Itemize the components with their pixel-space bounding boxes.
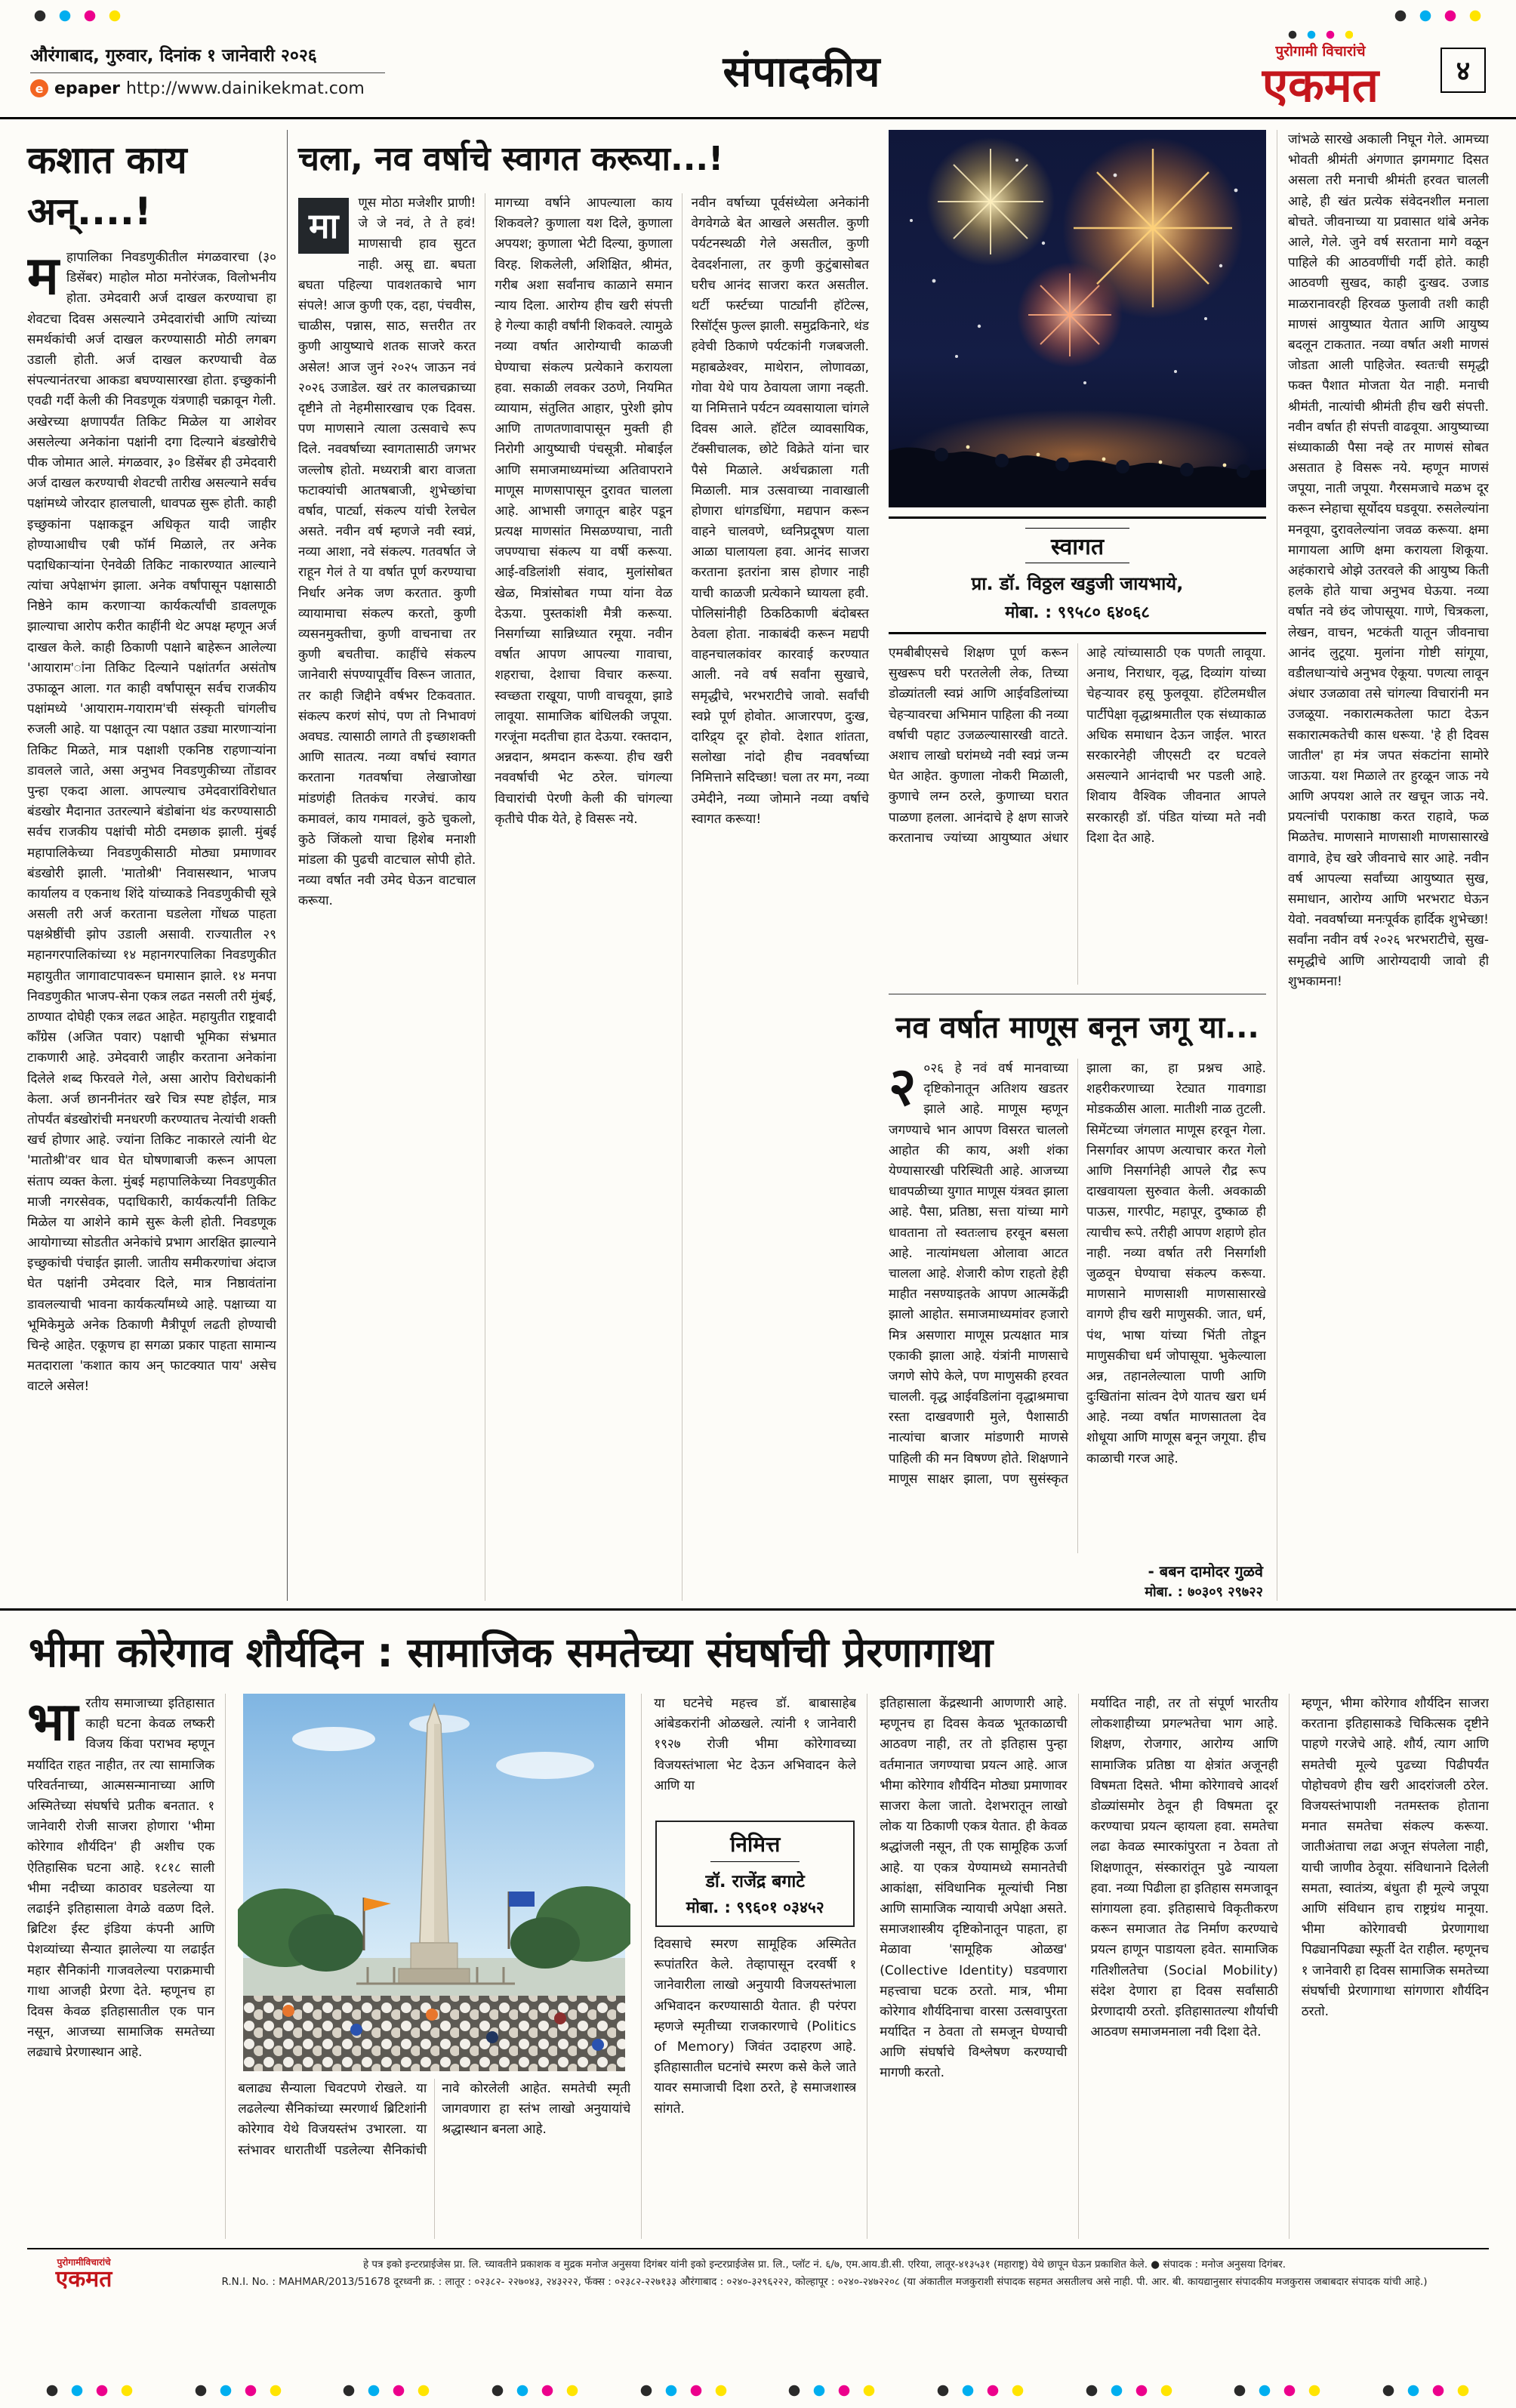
- article2-col5-text: जांभळे सारखे अकाली निघून गेले. आमच्या भोवती श्रीमंती अंगणात झगमगाट दिसत असला तरी मनाची श्रीमंती हरवत चालली आहे, ही खंत प्रत्येक संवेदनशील मनाला बोचते. जीवनाच्या या प्रवासात थांबे अनेक आले, गेले. जुने वर्ष सरताना मागे वळून पाहिले की आठवणींची गर्दी होते. काही आठवणी सुखद, काही दुःखद. उजाड माळरानावरही हिरवळ फुलावी तशी काही माणसं आयुष्यात येतात आणि आयुष्य बदलून टाकतात. नव्या वर्षात अशी माणसं जोडता आली पाहिजेत. स्वतःची समृद्धी फक्त पैशात मोजता येत नाही. मनाची श्रीमंती, नात्यांची श्रीमंती हीच खरी संपत्ती. नवीन वर्षात ही संपत्ती वाढवूया. आयुष्याच्या संध्याकाळी पैसा नव्हे तर माणसं सोबत असतात हे विसरू नये. म्हणून माणसं जपूया, नाती जपूया. गैरसमजाचे मळभ दूर करून स्नेहाचा सूर्योदय घडवूया. रुसलेल्यांना मनवूया, दुरावलेल्यांना जवळ करूया. क्षमा मागायला आणि क्षमा करायला शिकूया. अहंकाराचे ओझे उतरवले की आयुष्य किती हलके होते याचा अनुभव घेऊया. नव्या वर्षात नवे छंद जोपासूया. गाणे, चित्रकला, लेखन, वाचन, भटकंती यातून जीवनाचा आनंद लुटूया. मुलांना गोष्टी सांगूया, वडीलधाऱ्यांचे अनुभव ऐकूया. पणत्या लावून अंधार उजळावा तसे चांगल्या विचारांनी मन उजळूया. नकारात्मकतेला फाटा देऊन सकारात्मकतेची कास धरूया. 'हे ही दिवस जातील' हा मंत्र जपत संकटांना सामोरे जाऊया. यश मिळाले तर हुरळून जाऊ नये आणि अपयश आले तर खचून जाऊ नये. प्रयत्नांची पराकाष्ठा करत राहावे, फळ मिळतेच. माणसाने माणसाशी माणसासारखे वागावे, हेच खरे जीवनाचे सार आहे. नवीन वर्ष आपल्या सर्वांच्या आयुष्यात सुख, समाधान, आरोग्य आणि भरभराट घेऊन येवो. नववर्षाच्या मनःपूर्वक हार्दिक शुभेच्छा! सर्वांना नवीन वर्ष २०२६ भरभराटीचे, सुख-समृद्धीचे आणि आरोग्यदायी जावो ही शुभकामना!: [1288, 132, 1489, 989]
- article4-col7-text: म्हणून, भीमा कोरेगाव शौर्यदिन साजरा करताना इतिहासाकडे चिकित्सक दृष्टीने पाहणे गरजेचे आहे. शौर्य, त्याग आणि समतेची मूल्ये पुढच्या पिढीपर्यंत पोहोचवणे हीच खरी आदरांजली ठरेल. विजयस्तंभापाशी नतमस्तक होताना मनात समतेचा संकल्प करूया. जातीअंताचा लढा अजून संपलेला नाही, याची जाणीव ठेवूया. संविधानाने दिलेली समता, स्वातंत्र्य, बंधुता ही मूल्ये जपूया आणि संविधान हाच राष्ट्रग्रंथ मानूया. भीमा कोरेगावची प्रेरणागाथा पिढ्यानपिढ्या स्फूर्ती देत राहील. म्हणूनच १ जानेवारी हा दिवस सामाजिक समतेच्या संघर्षाची प्रेरणागाथा सांगणारा शौर्यदिन ठरतो.: [1301, 1696, 1489, 2019]
- article2-col3-text: नवीन वर्षाच्या पूर्वसंध्येला अनेकांनी वेगवेगळे बेत आखले असतील. कुणी पर्यटनस्थळी गेले असतील, कुणी देवदर्शनाला, तर कुणी कुटुंबासोबत घरीच आनंद साजरा करत असतील. थर्टी फर्स्टच्या पार्ट्यांनी हॉटेल्स, रिसॉर्ट्स फुल्ल झाली. समुद्रकिनारे, थंड हवेची ठिकाणे पर्यटकांनी गजबजली. महाबळेश्वर, माथेरान, लोणावळा, गोवा येथे पाय ठेवायला जागा नव्हती. या निमित्ताने पर्यटन व्यवसायाला चांगले दिवस आले. हॉटेल व्यावसायिक, टॅक्सीचालक, छोटे विक्रेते यांना चार पैसे मिळाले. अर्थचक्राला गती मिळाली. मात्र उत्सवाच्या नावाखाली होणारा धांगडधिंगा, मद्यपान करून वाहने चालवणे, ध्वनिप्रदूषण याला आळा घालायला हवा. आनंद साजरा करताना इतरांना त्रास होणार नाही याची काळजी प्रत्येकाने घ्यायला हवी. पोलिसांनीही ठिकठिकाणी बंदोबस्त ठेवला होता. नाकाबंदी करून मद्यपी वाहनचालकांवर कारवाई करण्यात आली. नवे वर्ष सर्वांना सुखाचे, समृद्धीचे, भरभराटीचे जावो. सर्वांची स्वप्ने पूर्ण होवोत. आजारपण, दुःख, दारिद्र्य दूर होवो. देशात शांतता, सलोखा नांदो हीच नववर्षाच्या निमित्ताने सदिच्छा! चला तर मग, नव्या उमेदीने, नव्या जोमाने नव्या वर्षाचे स्वागत करूया!: [691, 196, 869, 827]
- registration-group: [491, 2384, 580, 2397]
- article1-dropcap: म: [27, 248, 59, 307]
- registration-color-bar: [0, 2384, 1516, 2397]
- article2-author-name: प्रा. डॉ. विठ्ठल खडुजी जायभाये,: [971, 573, 1184, 595]
- registration-group: [639, 2384, 729, 2397]
- article2-left-block: [298, 130, 878, 1601]
- article2-col2-text: मागच्या वर्षाने आपल्याला काय शिकवले? कुणाला यश दिले, कुणाला अपयश; कुणाला भेटी दिल्या, कुणाला विरह. शिकलेली, अशिक्षित, श्रीमंत, गरीब अशा सर्वांनाच काळाने समान न्याय दिला. आरोग्य हीच खरी संपत्ती हे गेल्या काही वर्षांनी शिकवले. त्यामुळे नव्या वर्षात आरोग्याची काळजी घेण्याचा संकल्प प्रत्येकाने करायला हवा. सकाळी लवकर उठणे, नियमित व्यायाम, संतुलित आहार, पुरेशी झोप आणि ताणतणावापासून मुक्ती ही निरोगी आयुष्याची पंचसूत्री. मोबाईल आणि समाजमाध्यमांच्या अतिवापराने माणूस माणसापासून दुरावत चालला आहे. आभासी जगातून बाहेर पडून प्रत्यक्ष माणसांत मिसळण्याचा, नाती जपण्याचा संकल्प या वर्षी करूया. आई-वडिलांशी संवाद, मुलांसोबत खेळ, मित्रांसोबत गप्पा यांना वेळ देऊया. पुस्तकांशी मैत्री करूया. निसर्गाच्या सान्निध्यात रमूया. नवीन वर्षात आपण आपल्या गावाचा, शहराचा, देशाचा विचार करूया. स्वच्छता राखूया, पाणी वाचवूया, झाडे लावूया. सामाजिक बांधिलकी जपूया. गरजूंना मदतीचा हात देऊया. रक्तदान, अन्नदान, श्रमदान करूया. हीच खरी नववर्षाची भेट ठरेल. चांगल्या विचारांची पेरणी केली की चांगल्या कृतीचे पीक येते, हे विसरू नये.: [495, 196, 673, 827]
- article3-body: [889, 1059, 1266, 1553]
- article4-body: [27, 1694, 1489, 2239]
- registration-group: [787, 2384, 877, 2397]
- article4-col4-bottom-text: दिवसाचे स्मरण सामूहिक अस्मितेत रूपांतरित केले. तेव्हापासून दरवर्षी १ जानेवारीला लाखो अनुयायी विजयस्तंभाला अभिवादन करण्यासाठी येतात. ही परंपरा म्हणजे स्मृतीच्या राजकारणाचे (Politics of Memory) जिवंत उदाहरण आहे. इतिहासातील घटनांचे स्मरण कसे केले जाते यावर समाजाची दिशा ठरते, हे समाजशास्त्र सांगते.: [654, 1937, 857, 2117]
- article2-middle-stack: [889, 130, 1266, 1601]
- victory-pillar-memorial-photo: [238, 1694, 630, 2071]
- article-editorial-kashat-kay: [27, 130, 288, 1601]
- article4-col1-text: रतीय समाजाच्या इतिहासात काही घटना केवळ लष्करी विजय किंवा पराभव म्हणून मर्यादित राहत नाहीत, तर त्या सामाजिक परिवर्तनाच्या, आत्मसन्मानाच्या आणि अस्मितेच्या संघर्षाचे प्रतीक बनतात. १ जानेवारी रोजी साजरा होणारा 'भीमा कोरेगाव शौर्यदिन' ही अशीच एक ऐतिहासिक घटना आहे. १८१८ साली भीमा नदीच्या काठावर घडलेल्या या लढाईने इतिहासाला वेगळे वळण दिले. ब्रिटिश ईस्ट इंडिया कंपनी आणि पेशव्यांच्या सैन्यात झालेल्या या लढाईत महार सैनिकांनी गाजवलेल्या पराक्रमाची गाथा आजही प्रेरणा देते. म्हणूनच हा दिवस केवळ इतिहासातील एक पान नसून, आजच्या सामाजिक समतेच्या लढ्याचे प्रेरणास्थान आहे.: [27, 1696, 215, 2061]
- masthead-logo-block: [1219, 30, 1422, 113]
- article1-headline: कशात काय अन्....!: [27, 138, 187, 234]
- registration-group: [1382, 2384, 1471, 2397]
- article4-dropcap: भा: [27, 1694, 79, 1753]
- registration-group: [1233, 2384, 1322, 2397]
- article4-col-4: [654, 1694, 867, 2239]
- fireworks-celebration-photo: [889, 130, 1266, 507]
- article4-col-5: [880, 1694, 1078, 2239]
- page-header: [0, 0, 1516, 119]
- registration-group: [342, 2384, 431, 2397]
- dateline: औरंगाबाद, गुरुवार, दिनांक १ जानेवारी २०२६: [30, 42, 385, 73]
- article3-dropcap: २: [889, 1059, 917, 1118]
- article4-col5-text: इतिहासाला केंद्रस्थानी आणणारी आहे. म्हणूनच हा दिवस केवळ भूतकाळाची आठवण नाही, तर तो इतिहास पुन्हा वर्तमानात जगण्याचा प्रयत्न आहे. आज भीमा कोरेगाव शौर्यदिन मोठ्या प्रमाणावर साजरा केला जातो. देशभरातून लाखो लोक या ठिकाणी एकत्र येतात. ही केवळ श्रद्धांजली नसून, ती एक सामूहिक ऊर्जा आहे. या एकत्र येण्यामध्ये समानतेची आकांक्षा, संविधानिक मूल्यांची निष्ठा आणि सामाजिक न्यायाची अपेक्षा असते. समाजशास्त्रीय दृष्टिकोनातून पाहता, हा मेळावा 'सामूहिक ओळख' (Collective Identity) घडवणारा महत्त्वाचा घटक ठरतो. मात्र, भीमा कोरेगाव शौर्यदिनाचा वारसा उत्सवापुरता मर्यादित न ठेवता तो समजून घेण्याची आणि संघर्षाचे विश्लेषण करण्याची मागणी करतो.: [880, 1696, 1068, 2081]
- top-section: [0, 119, 1516, 1601]
- dateline-block: [30, 42, 385, 98]
- article4-col4-top: [654, 1694, 856, 1813]
- article2-col-2: [485, 193, 682, 1601]
- article1-text: हापालिका निवडणुकीतील मंगळवारचा (३० डिसेंबर) माहोल मोठा मनोरंजक, विलोभनीय होता. उमेदवारी अर्ज दाखल करण्याचा हा शेवटचा दिवस असल्याने उमेदवारांची आणि त्यांच्या समर्थकांची अर्ज दाखल करण्यासाठी मोठी लगबग उडाली होती. अर्ज दाखल करण्याची वेळ संपल्यानंतरचा आकडा बघण्यासारखा होता. इच्छुकांनी एवढी गर्दी केली की निवडणूक यंत्रणाही चक्रावून गेली. अखेरच्या क्षणापर्यंत तिकिट मिळेल या आशेवर असलेल्या अनेकांना पक्षांनी दगा दिल्याने बंडखोरीचे पीक जोमात आले. मंगळवार, ३० डिसेंबर ही उमेदवारी अर्ज दाखल करण्याची शेवटची तारीख असल्याने सर्वच पक्षांमध्ये जोरदार हालचाली, धावपळ सुरू होती. काही इच्छुकांना पक्षाकडून अधिकृत यादी जाहीर होण्याआधीच एबी फॉर्म मिळाले, तर अनेक पदाधिकाऱ्यांना ऐनवेळी तिकिट नाकारण्यात आल्याने त्यांचा अपेक्षाभंग झाला. अनेक वर्षांपासून पक्षासाठी निष्ठेने काम करणाऱ्या कार्यकर्त्यांची डावलणूक झाल्याचा आरोप करीत काहींनी थेट अपक्ष म्हणून अर्ज दाखल केले. काही ठिकाणी पक्षाने बाहेरून आलेल्या 'आयाराम'ांना तिकिट दिल्याने पक्षांतर्गत असंतोष उफाळून आला. गत काही वर्षांपासून सर्वच राजकीय पक्षांमध्ये 'आयाराम-गयाराम'ची संस्कृती चांगलीच रुजली आहे. या पक्षातून त्या पक्षात उड्या मारणाऱ्यांना तिकिट मिळते, मात्र पक्षाशी एकनिष्ठ राहणाऱ्यांना डावलले जाते, असा अनुभव निवडणुकीच्या तोंडावर पुन्हा एकदा आला. आपल्याच उमेदवारांविरोधात बंडखोर मैदानात उतरल्याने बंडोबांना थंड करण्यासाठी सर्वच राजकीय पक्षांची मोठी दमछाक झाली. मुंबई महापालिकेच्या निवडणुकीसाठी मोठ्या प्रमाणावर बंडखोरी झाली. 'मातोश्री' निवासस्थान, भाजप कार्यालय व एकनाथ शिंदे यांच्याकडे निवडणुकीची सूत्रे असली तरी अर्ज करताना घडलेला गोंधळ पाहता पक्षश्रेष्ठींची झोप उडाली असावी. राज्यातील २९ महानगरपालिकांच्या १४ महानगरपालिका निवडणुकीत महायुतीत जागावाटपावरून घमासान झाले. १४ मनपा निवडणुकीत भाजप-सेना एकत्र लढत नसली तरी मुंबई, ठाण्यात दोघेही एकत्र लढत आहेत. महायुतीत राष्ट्रवादी काँग्रेस (अजित पवार) पक्षाची भूमिका संभ्रमात टाकणारी आहे. उमेदवारी जाहीर करताना अनेकांना दिलेले शब्द फिरवले गेले, असा आरोप विरोधकांनी केला. अर्ज छाननीनंतर खरे चित्र स्पष्ट होईल, मात्र तोपर्यंत बंडखोरांची मनधरणी करण्यातच नेत्यांची शक्ती खर्च होणार आहे. ज्यांना तिकिट नाकारले त्यांनी थेट 'मातोश्री'वर धाव घेत घोषणाबाजी करून आपला संताप व्यक्त केला. मुंबई महापालिकेच्या निवडणुकीत माजी नगरसेवक, पदाधिकारी, कार्यकर्त्यांनी तिकिट मिळेल या आशेने कामे सुरू केली होती. निवडणूक आयोगाच्या सोडतीत अनेकांचे प्रभाग आरक्षित झाल्याने इच्छुकांची पंचाईत झाली. जातीय समीकरणांचा अंदाज घेत पक्षांनी उमेदवार दिले, मात्र निष्ठावंतांना डावलल्याची भावना कार्यकर्त्यांमध्ये आहे. पक्षाच्या या भूमिकेमुळे अनेक ठिकाणी मैत्रीपूर्ण लढती होण्याची चिन्हे आहेत. एकूणच हा सगळा प्रकार पाहता सामान्य मतदाराला 'कशात काय अन् फाटक्यात पाय' असेच वाटले असेल!: [27, 250, 276, 1395]
- article2-col-5: [1277, 130, 1489, 1601]
- article3-byline: - बबन दामोदर गुळवे: [1148, 1562, 1263, 1581]
- article2-headline: चला, नव वर्षाचे स्वागत करूया...!: [298, 140, 724, 179]
- article3-headline: नव वर्षात माणूस बनून जगू या...: [895, 1010, 1259, 1046]
- footer-logo-tagline: पुरोगामीविचारांचे: [57, 2257, 111, 2268]
- article-new-year-region: [298, 130, 1489, 1601]
- article4-col4-top-text: या घटनेचे महत्त्व डॉ. बाबासाहेब आंबेडकरांनी ओळखले. त्यांनी १ जानेवारी १९२७ रोजी भीमा कोरेगावच्या विजयस्तंभाला भेट देऊन अभिवादन केले आणि या: [654, 1696, 857, 1793]
- article4-author-box: [655, 1821, 855, 1927]
- epaper-icon: [30, 79, 48, 97]
- article4-photo-block: [238, 1694, 642, 2239]
- article2-middle-text: [889, 643, 1266, 985]
- registration-marks-top-right: [1394, 9, 1483, 23]
- article2-columns: [298, 193, 878, 1601]
- article-manus-banun-jagu: [889, 994, 1266, 1601]
- article4-col4-bottom: [654, 1935, 856, 2239]
- article2-col-3: [683, 193, 878, 1601]
- article4-author-name: डॉ. राजेंद्र बगाटे: [705, 1872, 805, 1892]
- article-bhima-koregaon: [0, 1608, 1516, 2239]
- masthead-registration-dots: [1288, 30, 1353, 39]
- footer-masthead-logo: [27, 2255, 140, 2291]
- article3-text: ०२६ हे नवं वर्ष मानवाच्या दृष्टिकोनातून अतिशय खडतर झाले आहे. माणूस म्हणून जगण्याचे भान आपण विसरत चाललो आहोत की काय, अशी शंका येण्यासारखी परिस्थिती आहे. आजच्या धावपळीच्या युगात माणूस यंत्रवत झाला आहे. पैसा, प्रतिष्ठा, सत्ता यांच्या मागे धावताना तो स्वतःलाच हरवून बसला आहे. नात्यांमधला ओलावा आटत चालला आहे. शेजारी कोण राहतो हेही माहीत नसण्याइतके आपण आत्मकेंद्री झालो आहोत. समाजमाध्यमांवर हजारो मित्र असणारा माणूस प्रत्यक्षात मात्र एकाकी झाला आहे. यंत्रांनी माणसाचे जगणे सोपे केले, पण माणुसकी हरवत चालली. वृद्ध आईवडिलांना वृद्धाश्रमाचा रस्ता दाखवणारी मुले, पैशासाठी नात्यांचा बाजार मांडणारी माणसे पाहिली की मन विषण्ण होते. शिक्षणाने माणूस साक्षर झाला, पण सुसंस्कृत झाला का, हा प्रश्नच आहे. शहरीकरणाच्या रेट्यात गावगाडा मोडकळीस आला. मातीशी नाळ तुटली. सिमेंटच्या जंगलात माणूस हरवून गेला. निसर्गावर आपण अत्याचार करत गेलो आणि निसर्गानेही आपले रौद्र रूप दाखवायला सुरुवात केली. अवकाळी पाऊस, गारपीट, महापूर, दुष्काळ ही त्याचीच रूपे. तरीही आपण शहाणे होत नाही. नव्या वर्षात तरी निसर्गाशी जुळवून घेण्याचा संकल्प करूया. माणसाने माणसाशी माणसासारखे वागणे हीच खरी माणुसकी. जात, धर्म, पंथ, भाषा यांच्या भिंती तोडून माणुसकीचा धर्म जोपासूया. भुकेल्याला अन्न, तहानलेल्याला पाणी आणि दुःखितांना सांत्वन देणे यातच खरा धर्म आहे. नव्या वर्षात माणसातला देव शोधूया आणि माणूस बनून जगूया. हीच काळाची गरज आहे.: [889, 1061, 1266, 1487]
- article4-col-6: [1091, 1694, 1290, 2239]
- article4-photo-below-content: बलाढ्य सैन्याला चिवटपणे रोखले. या लढलेल्या सैनिकांच्या स्मरणार्थ ब्रिटिशांनी कोरेगाव येथे विजयस्तंभ उभारला. या स्तंभावर धारातीर्थी पडलेल्या सैनिकांची नावे कोरलेली आहेत. समतेची स्मृती जागवणारा हा स्तंभ लाखो अनुयायांचे श्रद्धास्थान बनला आहे.: [238, 2081, 631, 2158]
- article4-photo-below-text: [238, 2079, 630, 2239]
- article4-col-7: [1302, 1694, 1489, 2239]
- imprint-footer: [27, 2248, 1489, 2291]
- footer-text-lines: [160, 2256, 1489, 2290]
- article4-headline: भीमा कोरेगाव शौर्यदिन : सामाजिक समतेच्या संघर्षाची प्रेरणागाथा: [29, 1629, 994, 1677]
- article2-col1-text: णूस मोठा मजेशीर प्राणी! जे जे नवं, ते ते हवं! माणसाची हाव सुटत नाही. असू द्या. बघता बघता पहिल्या पावशतकाचे भाग संपले! आज कुणी एक, दहा, पंचवीस, चाळीस, पन्नास, साठ, सत्तरीत तर कुणी आयुष्याचे शतक साजरे करत असेल! आज जुनं २०२५ जाऊन नवं २०२६ उजाडेल. खरं तर कालचक्राच्या दृष्टीने तो नेहमीसारखाच एक दिवस. पण माणसाने त्याला उत्सवाचे रूप दिले. नववर्षाच्या स्वागतासाठी जगभर जल्लोष होतो. मध्यरात्री बारा वाजता फटाक्यांची आतषबाजी, शुभेच्छांचा वर्षाव, पार्ट्या, संकल्प यांची रेलचेल असते. नवीन वर्ष म्हणजे नवी स्वप्नं, नव्या आशा, नवे संकल्प. गतवर्षात जे राहून गेलं ते या वर्षात पूर्ण करण्याचा निर्धार अनेक जण करतात. कुणी व्यायामाचा संकल्प करतो, कुणी व्यसनमुक्तीचा, कुणी वाचनाचा तर कुणी बचतीचा. काहींचे संकल्प जानेवारी संपण्यापूर्वीच विरून जातात, तर काही जिद्दीने वर्षभर टिकवतात. संकल्प करणं सोपं, पण तो निभावणं अवघड. त्यासाठी लागते ती इच्छाशक्ती आणि सातत्य. नव्या वर्षाचं स्वागत करताना गतवर्षाचा लेखाजोखा मांडणंही तितकंच गरजेचं. काय कमावलं, काय गमावलं, कुठे चुकलो, कुठे जिंकलो याचा हिशेब मनाशी मांडला की पुढची वाटचाल सोपी होते. नव्या वर्षात नवी उमेद घेऊन वाटचाल करूया.: [298, 196, 476, 909]
- footer-imprint-line: हे पत्र इको इन्टरप्राईजेस प्रा. लि. च्यावतीने प्रकाशक व मुद्रक मनोज अनुसया दिगंबर यांनी इको इन्टरप्राईजेस प्रा. लि., प्लॉट नं. ६/७, एम.आय.डी.सी. एरिया, लातूर-४१३५३१ (महाराष्ट्र) येथे छापून घेऊन प्रकाशित केले. ● संपादक : मनोज अनुसया दिगंबर.: [362, 2258, 1286, 2271]
- masthead-tagline: पुरोगामी विचारांचे: [1275, 43, 1366, 60]
- registration-group: [194, 2384, 283, 2397]
- article4-col-1: [27, 1694, 226, 2239]
- article2-author-box-title: स्वागत: [1025, 528, 1129, 563]
- section-title: संपादकीय: [723, 47, 881, 97]
- registration-group: [45, 2384, 134, 2397]
- article4-author-box-title: निमित्त: [710, 1830, 800, 1862]
- registration-marks-top-left: [33, 9, 122, 23]
- article2-middle-text-content: एमबीबीएसचे शिक्षण पूर्ण करून सुखरूप घरी परतलेली लेक, तिच्या डोळ्यांतली स्वप्नं आणि आईवडिलांच्या चेहऱ्यावरचा अभिमान पाहिला की नव्या वर्षाची पहाट उजळल्यासारखी वाटते. अशाच लाखो घरांमध्ये नवी स्वप्नं जन्म घेत आहेत. कुणाला नोकरी मिळाली, कुणाचे लग्न ठरले, कुणाच्या घरात पाळणा हलला. आनंदाचे हे क्षण साजरे करतानाच ज्यांच्या आयुष्यात अंधार आहे त्यांच्यासाठी एक पणती लावूया. अनाथ, निराधार, वृद्ध, दिव्यांग यांच्या चेहऱ्यावर हसू फुलवूया. हॉटेलमधील पार्टीपेक्षा वृद्धाश्रमातील एक संध्याकाळ अधिक समाधान देऊन जाईल. भारत सरकारनेही जीएसटी दर घटवले असल्याने आनंदाची भर पडली आहे. शिवाय वैश्विक जीवनात आपले सरकारही डॉ. पंडित यांच्या मते नवी दिशा देत आहे.: [889, 646, 1266, 846]
- article4-col6-text: मर्यादित नाही, तर तो संपूर्ण भारतीय लोकशाहीच्या प्रगल्भतेचा भाग आहे. शिक्षण, रोजगार, आरोग्य आणि सामाजिक प्रतिष्ठा या क्षेत्रांत अजूनही विषमता दिसते. भीमा कोरेगावचे आदर्श डोळ्यांसमोर ठेवून ही विषमता दूर करण्याचा प्रयत्न व्हायला हवा. समतेचा लढा केवळ स्मारकांपुरता न ठेवता तो शिक्षणातून, संस्कारांतून पुढे न्यायला हवा. नव्या पिढीला हा इतिहास समजावून सांगायला हवा. इतिहासाचे विकृतीकरण करून समाजात तेढ निर्माण करण्याचे प्रयत्न हाणून पाडायला हवेत. सामाजिक गतिशीलतेचा (Social Mobility) संदेश देणारा हा दिवस सर्वांसाठी प्रेरणादायी ठरतो. इतिहासातल्या शौर्याची आठवण समाजमनाला नवी दिशा देते.: [1090, 1696, 1278, 2040]
- article1-body: [27, 248, 276, 1601]
- footer-logo-title: एकमत: [55, 2266, 112, 2293]
- registration-group: [936, 2384, 1025, 2397]
- article4-author-mobile: मोबा. : ९९६०१ ०३४५२: [686, 1898, 824, 1917]
- page-number-box: ४: [1441, 48, 1486, 93]
- masthead-title: एकमत: [1262, 57, 1379, 113]
- article3-byline-mobile: मोबा. : ७०३०९ २९७२२: [1145, 1584, 1263, 1601]
- footer-rni-line: R.N.I. No. : MAHMAR/2013/51678 दूरध्वनी क्र. : लातूर : ०२३८२- २२७०४३, २४३२२२, फॅक्स : ०२३८२-२२७१३३ औरंगाबाद : ०२४०-३२९६२२२, कोल्हापूर : ०२४०-२४७२२०८ (या अंकातील मजकुराशी संपादक सहमत असतीलच असे नाही. पी. आर. बी. कायद्यानुसार संपादकीय मजकुरास जबाबदार संपादक यांची आहे.): [221, 2275, 1428, 2288]
- article2-dropcap: मा: [298, 198, 349, 254]
- epaper-url-link[interactable]: http://www.dainikekmat.com: [126, 79, 365, 98]
- article2-author-mobile: मोबा. : ९९५८० ६४०६८: [1005, 603, 1150, 623]
- registration-group: [1085, 2384, 1174, 2397]
- epaper-row: [30, 79, 385, 98]
- epaper-label: epaper: [54, 79, 121, 98]
- article2-author-box: [889, 516, 1266, 634]
- article2-col-1: [298, 193, 485, 1601]
